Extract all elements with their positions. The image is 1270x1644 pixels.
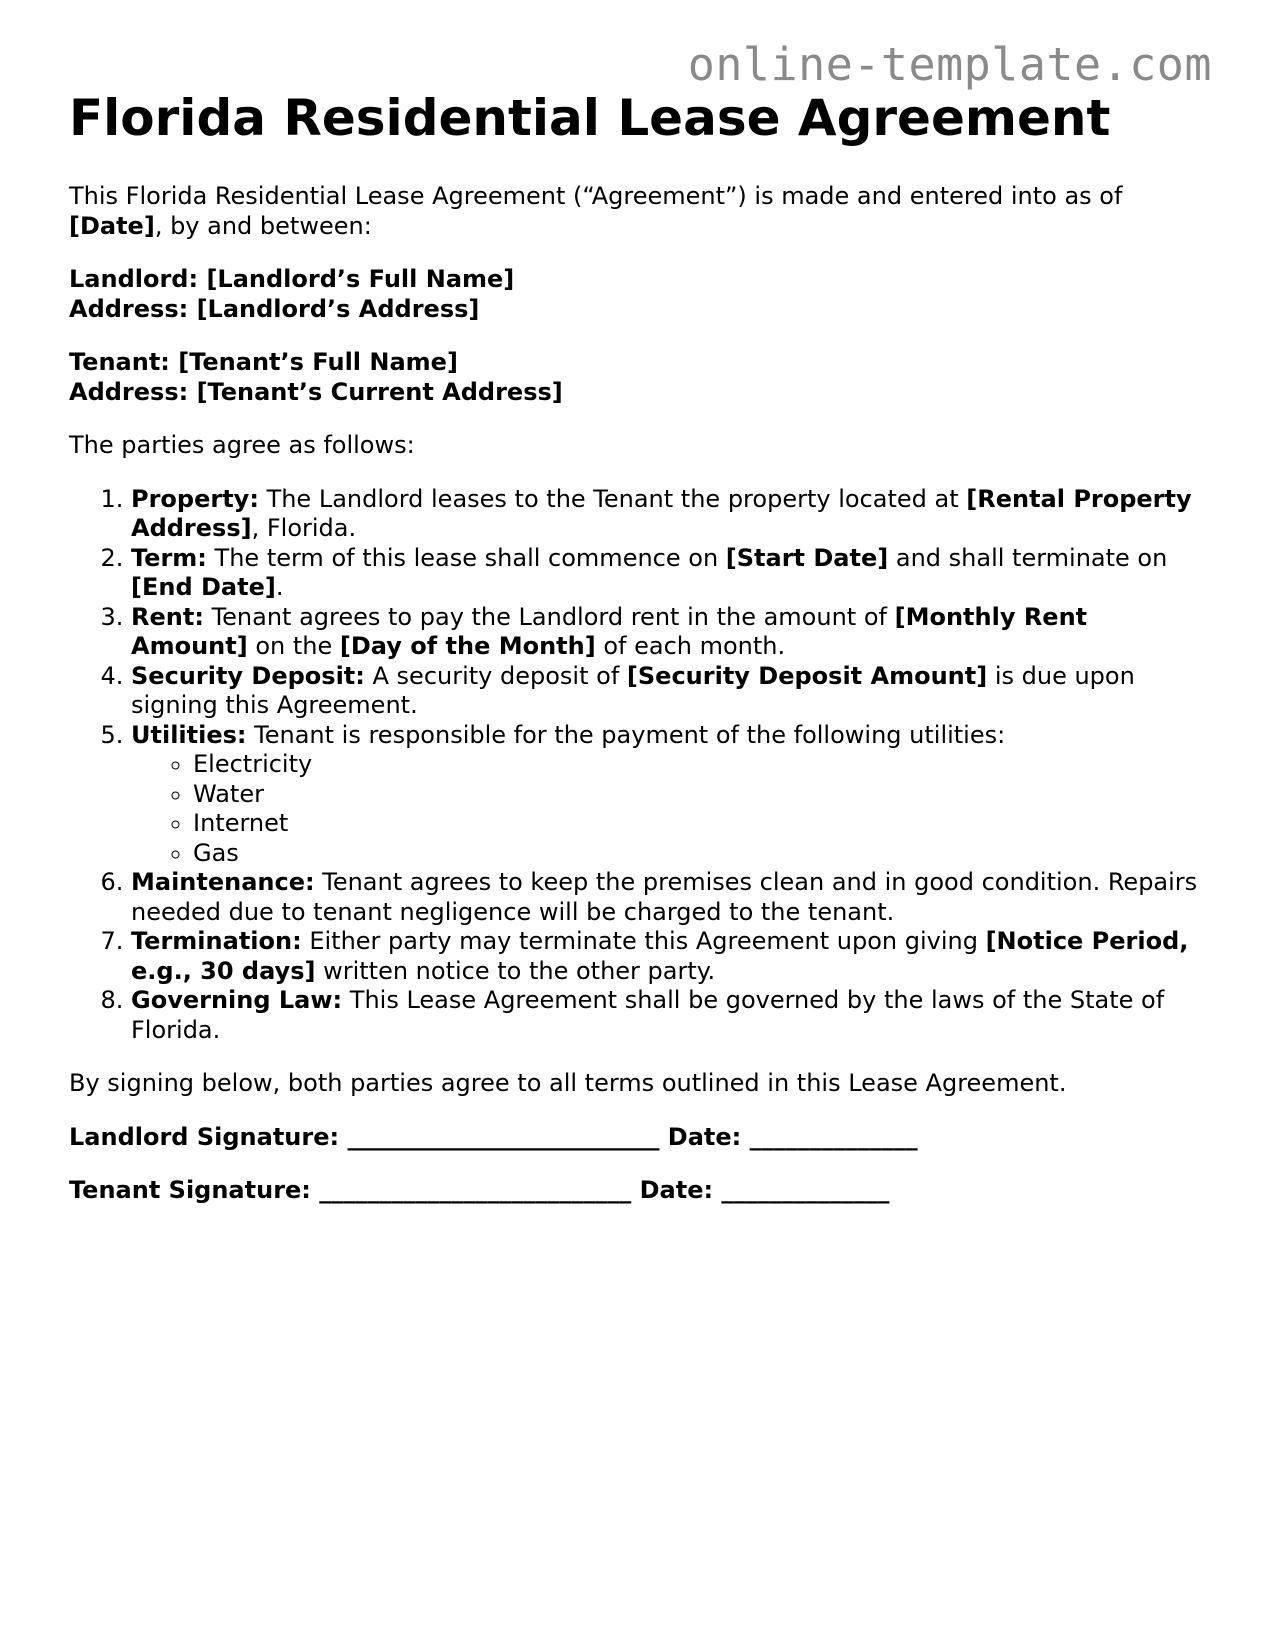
term-placeholder: [Day of the Month] [339, 632, 596, 660]
tenant-address-line: Address: [Tenant’s Current Address] [69, 377, 563, 406]
term-text: Tenant agrees to pay the Landlord rent in the amount of [211, 602, 887, 631]
list-item: ◦ Internet [193, 809, 1199, 839]
term-text: Tenant agrees to keep the premises clean and in good condition. Repairs needed due to tenant negligence will be charged to the tenant. [131, 868, 1198, 926]
list-item: ◦ Gas [193, 839, 1199, 869]
term-label: Property: [131, 484, 259, 513]
term-text: written notice to the other party. [323, 956, 716, 985]
parties-agree: The parties agree as follows: [69, 431, 415, 459]
term-label: Governing Law: [131, 986, 343, 1014]
term-label: Termination: [131, 927, 302, 955]
term-text: This Lease Agreement shall be governed by the laws of the State of Florida. [131, 986, 1165, 1044]
term-maintenance [131, 868, 1199, 927]
document-title: Florida Residential Lease Agreement [69, 89, 1111, 147]
term-rent [131, 603, 1199, 662]
term-property [131, 485, 1199, 544]
closing-statement: By signing below, both parties agree to all terms outlined in this Lease Agreement. [69, 1069, 1067, 1097]
term-label: Rent: [131, 602, 204, 631]
term-governing-law [131, 986, 1199, 1045]
landlord-signature-line: Landlord Signature: __________________________ Date: ______________ [69, 1122, 918, 1151]
tenant-signature-line: Tenant Signature: __________________________ Date: ______________ [69, 1176, 890, 1204]
term-text: A security deposit of [372, 661, 620, 690]
term-text: and shall terminate on [895, 543, 1168, 572]
term-label: Utilities: [131, 720, 247, 749]
term-label: Security Deposit: [131, 661, 365, 690]
term-placeholder: [Monthly Rent Amount] [131, 602, 1088, 660]
term-placeholder: [Start Date] [725, 543, 889, 572]
term-termination [131, 927, 1199, 986]
term-text: The Landlord leases to the Tenant the property located at [266, 484, 959, 513]
landlord-address-line: Address: [Landlord’s Address] [69, 294, 480, 323]
term-text: The term of this lease shall commence on [214, 543, 719, 572]
term-text: of each month. [603, 632, 786, 660]
term-text: Either party may terminate this Agreement upon giving [309, 927, 978, 955]
intro-paragraph [69, 182, 1199, 241]
term-text: , Florida. [251, 514, 357, 542]
term-text: Tenant is responsible for the payment of the following utilities: [254, 720, 1006, 749]
tenant-name-line: Tenant: [Tenant’s Full Name] [69, 348, 458, 376]
landlord-name-line: Landlord: [Landlord’s Full Name] [69, 265, 515, 293]
watermark: online-template.com [687, 38, 1212, 91]
term-text: . [275, 573, 284, 601]
document-body [69, 88, 1199, 1230]
term-placeholder: [End Date] [131, 573, 276, 601]
term-term [131, 544, 1199, 603]
term-placeholder: [Notice Period, e.g., 30 days] [131, 927, 1189, 985]
list-item: ◦ Electricity [193, 750, 1199, 780]
intro-tail: , by and between: [154, 211, 372, 240]
term-placeholder: [Rental Property Address] [131, 484, 1192, 542]
term-utilities [131, 721, 1199, 869]
intro-text: This Florida Residential Lease Agreement (“Agreement”) is made and entered into as of [69, 182, 1123, 210]
intro-date-placeholder: [Date] [69, 211, 155, 240]
landlord-block [69, 265, 1199, 324]
term-text: on the [255, 632, 333, 660]
term-security-deposit [131, 662, 1199, 721]
terms-list [69, 485, 1199, 1046]
term-placeholder: [Security Deposit Amount] [626, 661, 988, 690]
utilities-list [131, 750, 1199, 868]
term-label: Maintenance: [131, 868, 315, 896]
term-text: is due upon signing this Agreement. [131, 661, 1135, 719]
list-item: ◦ Water [193, 780, 1199, 810]
term-label: Term: [131, 543, 207, 572]
tenant-block [69, 348, 1199, 407]
